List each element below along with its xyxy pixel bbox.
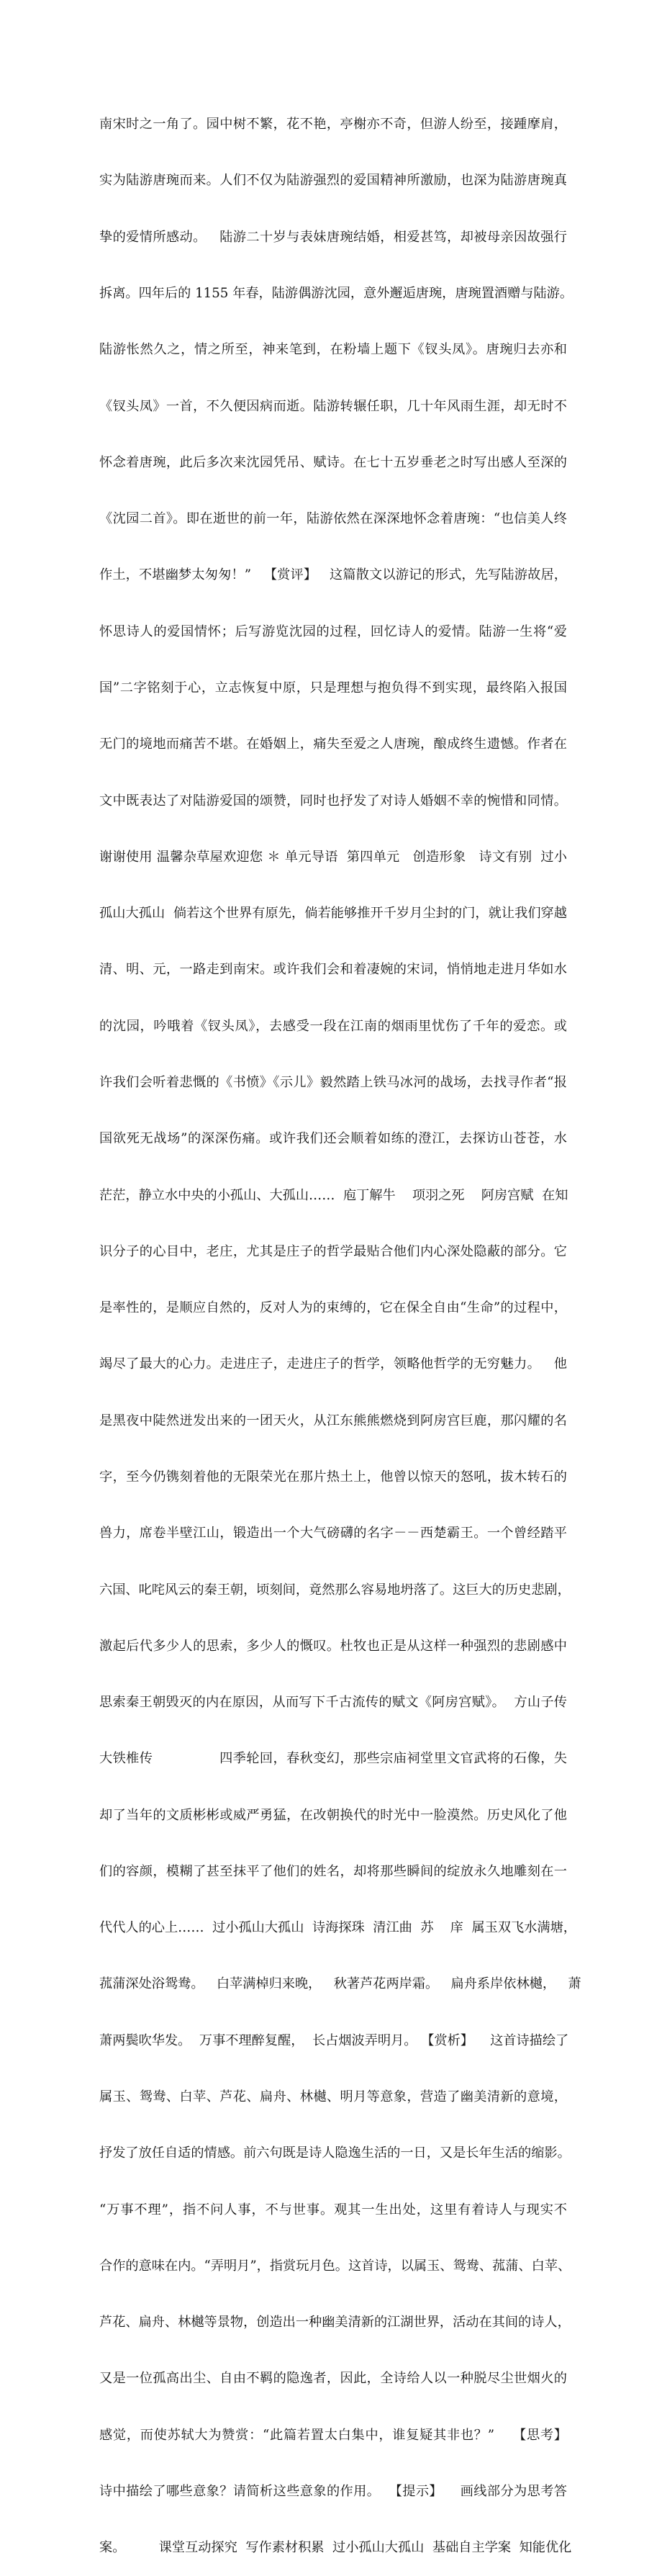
text-line: 实为陆游唐琬而来。人们不仅为陆游强烈的爱国精神所激励，也深为陆游唐琬真 xyxy=(99,173,567,189)
text-line: 许我们会听着悲慨的《书愤》《示儿》毅然踏上铁马冰河的战场，去找寻作者“报 xyxy=(99,1074,567,1090)
text-line: 拆离。四年后的 1155 年春，陆游偶游沈园，意外邂逅唐琬，唐琬置酒赠与陆游。 xyxy=(99,286,573,302)
text-line: 们的容颜，模糊了甚至抹平了他们的姓名，却将那些瞬间的绽放永久地雕刻在一 xyxy=(99,1863,567,1879)
text-line: 孤山大孤山 倘若这个世界有原先，倘若能够推开千岁月尘封的门，就让我们穿越 xyxy=(99,906,567,922)
text-line: 抒发了放任自适的情感。前六句既是诗人隐逸生活的一日，又是长年生活的缩影。 xyxy=(99,2145,571,2161)
text-line: “万事不理”，指不问人事，不与世事。观其一生出处，这里有着诗人与现实不 xyxy=(99,2202,567,2217)
text-line: 作土，不堪幽梦太匆匆！” 【赏评】 这篇散文以游记的形式，先写陆游故居， xyxy=(99,567,567,583)
text-line: 代代人的心上…… 过小孤山大孤山 诗海探珠 清江曲 苏 庠 属玉双飞水满塘， xyxy=(99,1920,576,1936)
text-line: 激起后代多少人的思索，多少人的慨叹。杜牧也正是从这样一种强烈的悲剧感中 xyxy=(99,1638,567,1654)
text-line: 无门的境地而痛苦不堪。在婚姻上，痛失至爱之人唐琬，酿成终生遗憾。作者在 xyxy=(99,737,567,752)
text-line: 识分子的心目中，老庄，尤其是庄子的哲学最贴合他们内心深处隐蔽的部分。它 xyxy=(99,1243,567,1259)
text-line: 诗中描绘了哪些意象？请简析这些意象的作用。 【提示】 画线部分为思考答 xyxy=(99,2484,567,2499)
text-line: 《钗头凤》一首，不久便因病而逝。陆游转辗任职，几十年风雨生涯，却无时不 xyxy=(99,398,567,414)
text-line: 挚的爱情所感动。 陆游二十岁与表妹唐琬结婚，相爱甚笃，却被母亲因故强行 xyxy=(99,229,567,245)
text-line: 国欲死无战场”的深深伤痛。或许我们还会顺着如练的澄江，去探访山苍苍，水 xyxy=(99,1131,567,1147)
text-line: 却了当年的文质彬彬或威严勇猛，在改朝换代的时光中一脸漠然。历史风化了他 xyxy=(99,1807,567,1823)
text-line: 感觉，而使苏轼大为赞赏：“此篇若置太白集中，谁复疑其非也？” 【思考】 xyxy=(99,2427,567,2443)
text-line: 《沈园二首》。即在逝世的前一年，陆游依然在深深地怀念着唐琬：“也信美人终 xyxy=(99,511,567,527)
text-line: 国”二字铭刻于心，立志恢复中原，只是理想与抱负得不到实现，最终陷入报国 xyxy=(99,680,567,695)
text-line: 怀思诗人的爱国情怀；后写游览沈园的过程，回忆诗人的爱情。陆游一生将“爱 xyxy=(99,623,567,639)
text-line: 的沈园，吟哦着《钗头凤》，去感受一段在江南的烟雨里忧伤了千年的爱恋。或 xyxy=(99,1018,567,1034)
text-line: 文中既表达了对陆游爱国的颂赞，同时也抒发了对诗人婚姻不幸的惋惜和同情。 xyxy=(99,793,567,809)
text-line: 字，至今仍镌刻着他的无限荣光在那片热土上，他曾以惊天的怒吼，拔木转石的 xyxy=(99,1469,567,1485)
text-line: 思索秦王朝毁灭的内在原因，从而写下千古流传的赋文《阿房宫赋》。 方山子传 xyxy=(99,1695,567,1711)
text-line: 芦花、扁舟、林樾等景物，创造出一种幽美清新的江湖世界，活动在其间的诗人， xyxy=(99,2315,571,2330)
text-line: 属玉、鸳鸯、白苹、芦花、扁舟、林樾、明月等意象，营造了幽美清新的意境， xyxy=(99,2089,567,2105)
text-line: 南宋时之一角了。园中树不繁，花不艳，亭榭亦不奇，但游人纷至，接踵摩肩， xyxy=(99,117,567,132)
text-line: 案。 课堂互动探究 写作素材积累 过小孤山大孤山 基础自主学案 知能优化 xyxy=(99,2540,572,2556)
text-line: 竭尽了最大的心力。走进庄子，走进庄子的哲学，领略他哲学的无穷魅力。 他 xyxy=(99,1356,567,1372)
text-line: 是率性的，是顺应自然的，反对人为的束缚的，它在保全自由“生命”的过程中， xyxy=(99,1300,567,1316)
text-line: 萧两鬓吹华发。 万事不理醉复醒， 长占烟波弄明月。 【赏析】 这首诗描绘了 xyxy=(99,2032,569,2048)
text-line: 陆游怅然久之，情之所至，神来笔到，在粉墙上题下《钗头凤》。唐琬归去亦和 xyxy=(99,342,567,358)
text-line: 谢谢使用 温馨杂草屋欢迎您 ＊ 单元导语 第四单元 创造形象 诗文有别 过小 xyxy=(99,849,567,865)
text-line: 茫茫，静立水中央的小孤山、大孤山…… 庖丁解牛 项羽之死 阿房宫赋 在知 xyxy=(99,1187,568,1203)
text-line: 大铁椎传 四季轮回，春秋变幻，那些宗庙祠堂里文官武将的石像，失 xyxy=(99,1751,567,1767)
text-line: 合作的意味在内。“弄明月”，指赏玩月色。这首诗，以属玉、鸳鸯、菰蒲、白苹、 xyxy=(99,2258,571,2274)
text-line: 兽力，席卷半壁江山，锻造出一个大气磅礴的名字－－西楚霸王。一个曾经踏平 xyxy=(99,1526,567,1541)
text-line: 清、明、元，一路走到南宋。或许我们会和着凄婉的宋词，悄悄地走进月华如水 xyxy=(99,962,567,978)
document-body xyxy=(99,78,581,2576)
text-line: 怀念着唐琬，此后多次来沈园凭吊、赋诗。在七十五岁垂老之时写出感人至深的 xyxy=(99,454,567,470)
text-line: 六国、叱咤风云的秦王朝，顷刻间，竟然那么容易地坍落了。这巨大的历史悲剧， xyxy=(99,1582,571,1598)
text-line: 又是一位孤高出尘、自由不羁的隐逸者，因此，全诗给人以一种脱尽尘世烟火的 xyxy=(99,2371,567,2387)
text-line: 是黑夜中陡然迸发出来的一团天火，从江东熊熊燃烧到阿房宫巨鹿，那闪耀的名 xyxy=(99,1413,567,1428)
text-line: 菰蒲深处浴鸳鸯。 白苹满棹归来晚， 秋著芦花两岸霜。 扁舟系岸依林樾， 萧 xyxy=(99,1976,581,1992)
